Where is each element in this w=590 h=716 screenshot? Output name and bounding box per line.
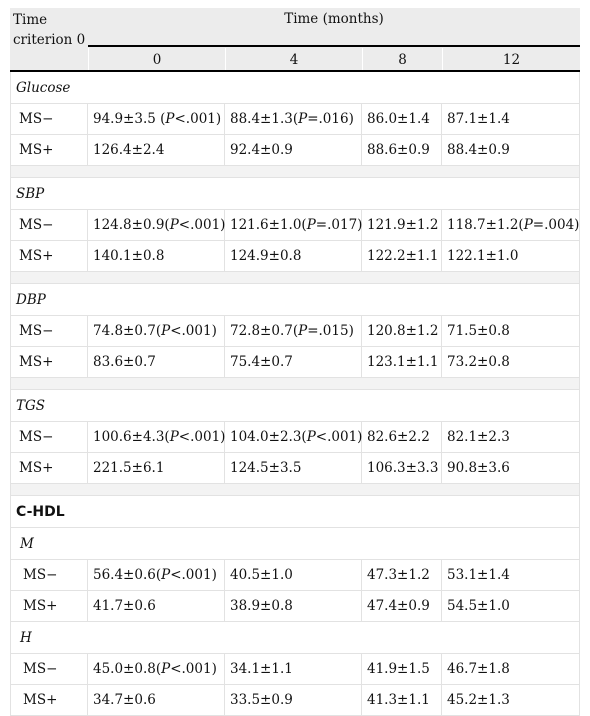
header-divider — [88, 45, 580, 47]
table-cell: 124.5±3.5 — [225, 453, 362, 483]
table-cell: 82.6±2.2 — [362, 422, 442, 452]
table-cell: 121.6±1.0( P =.017) — [225, 210, 362, 240]
row-label: MS+ — [10, 453, 88, 483]
subsection-title-m: M — [10, 528, 580, 560]
section-title-chdl: C-HDL — [10, 496, 580, 528]
table-cell: 122.1±1.0 — [447, 248, 519, 264]
table-row — [10, 135, 580, 166]
table-cell: 120.8±1.2 — [362, 316, 442, 346]
table-cell: 92.4±0.9 — [225, 135, 362, 165]
row-label: MS+ — [10, 685, 88, 715]
row-label: MS− — [10, 654, 88, 684]
section-spacer — [10, 378, 580, 390]
section-title-glucose: Glucose — [10, 72, 580, 104]
table-row — [10, 453, 580, 484]
table-left-border — [10, 72, 11, 716]
table-cell: 104.0±2.3( P <.001) — [225, 422, 362, 452]
table-cell: 34.7±0.6 — [88, 685, 225, 715]
table-cell: 126.4±2.4 — [88, 135, 225, 165]
table-cell: 73.2±0.8 — [447, 354, 510, 370]
row-label: MS− — [10, 210, 88, 240]
col-header-8: 8 — [362, 48, 442, 70]
table-cell: 88.6±0.9 — [362, 135, 442, 165]
table-row — [10, 104, 580, 135]
table-cell: 45.2±1.3 — [447, 692, 510, 708]
table-cell: 74.8±0.7( P <.001) — [88, 316, 225, 346]
row-label: MS− — [10, 104, 88, 134]
row-label: MS− — [10, 560, 88, 590]
table-cell: 88.4±0.9 — [447, 142, 510, 158]
section-spacer — [10, 272, 580, 284]
table-cell: 56.4±0.6( P <.001) — [88, 560, 225, 590]
table-cell: 71.5±0.8 — [447, 323, 510, 339]
table-cell: 87.1±1.4 — [447, 111, 510, 127]
table-cell: 47.4±0.9 — [362, 591, 442, 621]
row-label: MS+ — [10, 591, 88, 621]
table-cell: 47.3±1.2 — [362, 560, 442, 590]
table-cell: 54.5±1.0 — [447, 598, 510, 614]
table-cell: 90.8±3.6 — [447, 460, 510, 476]
table-cell: 88.4±1.3( P =.016) — [225, 104, 362, 134]
table-cell: 40.5±1.0 — [225, 560, 362, 590]
col-header-4: 4 — [225, 48, 362, 70]
header-time-label: Time — [13, 12, 48, 28]
row-label: MS+ — [10, 241, 88, 271]
table-row — [10, 347, 580, 378]
table-cell: 221.5±6.1 — [88, 453, 225, 483]
table-row — [10, 591, 580, 622]
table-cell: 53.1±1.4 — [447, 567, 510, 583]
header-time-months: Time (months) — [284, 11, 384, 27]
col-header-12: 12 — [442, 48, 580, 70]
table-cell: 33.5±0.9 — [225, 685, 362, 715]
section-spacer — [10, 166, 580, 178]
table-row — [10, 560, 580, 591]
table-cell: 140.1±0.8 — [88, 241, 225, 271]
header-criterion-label: criterion 0 — [13, 32, 86, 48]
header-time-criterion — [13, 10, 85, 50]
table-cell: 83.6±0.7 — [88, 347, 225, 377]
data-table — [10, 8, 580, 716]
table-cell: 123.1±1.1 — [362, 347, 442, 377]
table-cell: 106.3±3.3 — [362, 453, 442, 483]
header-columns — [88, 48, 580, 70]
table-cell: 121.9±1.2 — [362, 210, 442, 240]
section-title-dbp: DBP — [10, 284, 580, 316]
table-cell: 82.1±2.3 — [447, 429, 510, 445]
table-cell: 122.2±1.1 — [362, 241, 442, 271]
table-cell: 86.0±1.4 — [362, 104, 442, 134]
table-cell: 124.8±0.9( P <.001) — [88, 210, 225, 240]
table-right-border — [579, 72, 580, 716]
table-cell: 124.9±0.8 — [225, 241, 362, 271]
subsection-title-h: H — [10, 622, 580, 654]
table-cell: 75.4±0.7 — [225, 347, 362, 377]
table-row — [10, 422, 580, 453]
table-row — [10, 685, 580, 716]
table-cell: 41.9±1.5 — [362, 654, 442, 684]
table-body — [10, 72, 580, 716]
table-row — [10, 241, 580, 272]
table-header — [10, 8, 580, 72]
table-cell: 45.0±0.8( P <.001) — [88, 654, 225, 684]
table-cell: 72.8±0.7( P =.015) — [225, 316, 362, 346]
table-cell: 34.1±1.1 — [225, 654, 362, 684]
table-row — [10, 654, 580, 685]
header-bottom-rule — [10, 70, 580, 72]
table-row — [10, 210, 580, 241]
table-cell: 46.7±1.8 — [447, 661, 510, 677]
table-cell: 118.7±1.2( P =.004) — [447, 217, 580, 233]
row-label: MS+ — [10, 347, 88, 377]
table-cell: 41.3±1.1 — [362, 685, 442, 715]
table-row — [10, 316, 580, 347]
row-label: MS− — [10, 316, 88, 346]
table-cell: 100.6±4.3( P <.001) — [88, 422, 225, 452]
row-label: MS− — [10, 422, 88, 452]
table-cell: 41.7±0.6 — [88, 591, 225, 621]
col-header-0: 0 — [88, 48, 225, 70]
table-cell: 38.9±0.8 — [225, 591, 362, 621]
table-cell: 94.9±3.5 ( P <.001) — [88, 104, 225, 134]
row-label: MS+ — [10, 135, 88, 165]
section-title-sbp: SBP — [10, 178, 580, 210]
section-title-tgs: TGS — [10, 390, 580, 422]
section-spacer — [10, 484, 580, 496]
